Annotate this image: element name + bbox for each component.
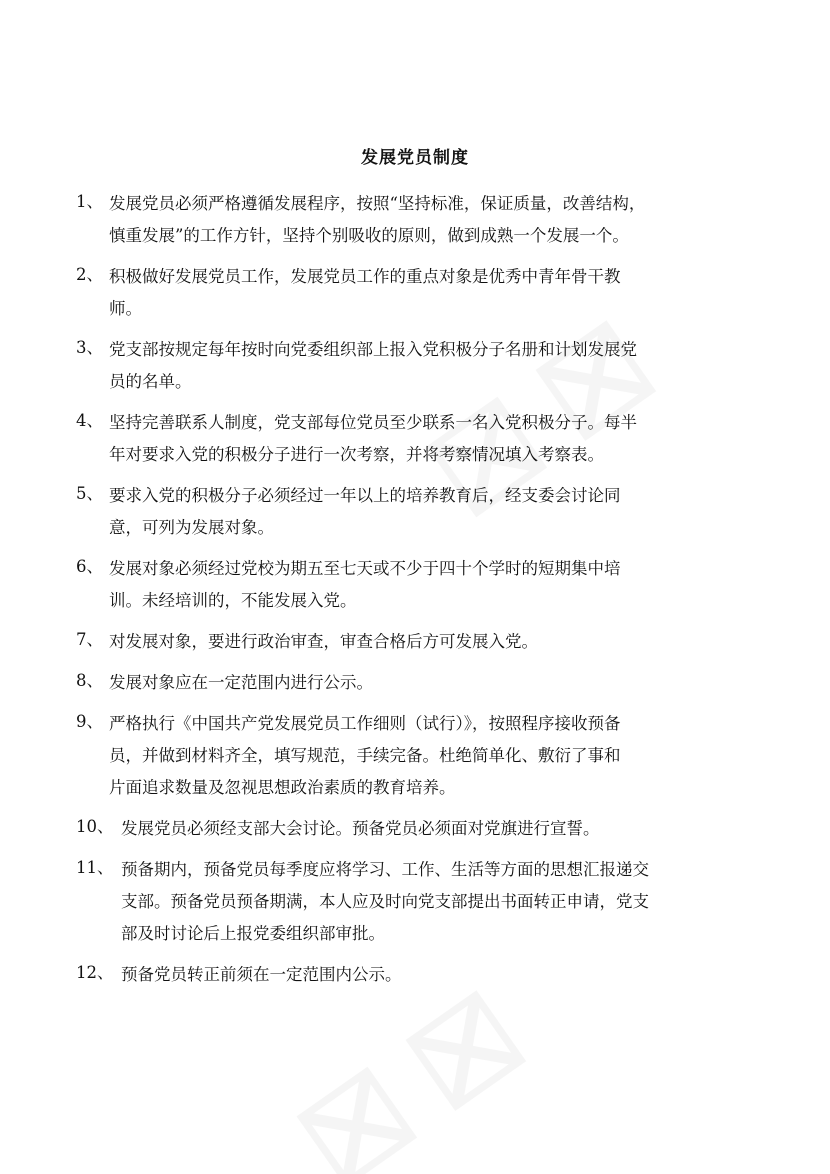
- list-item: [76, 334, 776, 398]
- item-line: 坚持完善联系人制度，党支部每位党员至少联系一名入党积极分子。每半: [109, 413, 637, 432]
- list-item: [76, 188, 776, 252]
- item-number: 7、: [76, 630, 103, 649]
- item-text: [109, 188, 776, 252]
- document-title: 发展党员制度: [361, 148, 469, 168]
- list-item: [76, 261, 776, 325]
- item-line: 发展对象必须经过党校为期五至七天或不少于四十个学时的短期集中培: [109, 559, 621, 578]
- item-text: [109, 480, 776, 544]
- item-line: 年对要求入党的积极分子进行一次考察，并将考察情况填入考察表。: [109, 445, 604, 464]
- list-item: [76, 854, 776, 950]
- item-text: [109, 553, 776, 617]
- item-line: 要求入党的积极分子必须经过一年以上的培养教育后，经支委会讨论同: [109, 486, 621, 505]
- item-number: 2、: [76, 265, 103, 284]
- list-item: [76, 626, 776, 658]
- item-line: 积极做好发展党员工作，发展党员工作的重点对象是优秀中青年骨干教: [109, 267, 621, 286]
- item-line: 预备期内，预备党员每季度应将学习、工作、生活等方面的思想汇报递交: [121, 860, 649, 879]
- item-text: [109, 667, 776, 699]
- item-number: 10、: [76, 817, 114, 836]
- item-line: 员的名单。: [109, 372, 192, 391]
- item-number: 6、: [76, 557, 103, 576]
- item-line: 发展党员必须经支部大会讨论。预备党员必须面对党旗进行宣誓。: [121, 819, 600, 838]
- item-number: 5、: [76, 484, 103, 503]
- item-line: 发展对象应在一定范围内进行公示。: [109, 673, 373, 692]
- item-number: 9、: [76, 712, 103, 731]
- item-text: [121, 854, 776, 950]
- item-number: 11、: [76, 858, 114, 877]
- list-item: [76, 407, 776, 471]
- item-text: [109, 708, 776, 804]
- item-line: 发展党员必须严格遵循发展程序，按照“坚持标准，保证质量，改善结构，: [109, 194, 646, 213]
- item-number: 12、: [76, 963, 114, 982]
- list-item: [76, 553, 776, 617]
- item-line: 严格执行《中国共产党发展党员工作细则（试行）》，按照程序接收预备: [109, 714, 621, 733]
- item-line: 师。: [109, 299, 142, 318]
- item-number: 4、: [76, 411, 103, 430]
- item-number: 1、: [76, 192, 103, 211]
- item-number: 8、: [76, 671, 103, 690]
- item-line: 对发展对象，要进行政治审查，审查合格后方可发展入党。: [109, 632, 538, 651]
- item-number: 3、: [76, 338, 103, 357]
- item-text: [109, 334, 776, 398]
- item-line: 慎重发展”的工作方针，坚持个别吸收的原则，做到成熟一个发展一个。: [109, 226, 629, 245]
- list-item: [76, 813, 776, 845]
- item-line: 部及时讨论后上报党委组织部审批。: [121, 924, 385, 943]
- item-line: 党支部按规定每年按时向党委组织部上报入党积极分子名册和计划发展党: [109, 340, 637, 359]
- list-item: [76, 708, 776, 804]
- item-line: 员，并做到材料齐全，填写规范，手续完备。杜绝简单化、敷衍了事和: [109, 746, 621, 765]
- item-text: [109, 626, 776, 658]
- item-line: 片面追求数量及忽视思想政治素质的教育培养。: [109, 778, 456, 797]
- item-text: [121, 813, 776, 845]
- item-text: [109, 261, 776, 325]
- list-item: [76, 959, 776, 991]
- list-item: [76, 667, 776, 699]
- rules-list: [76, 188, 776, 1000]
- item-line: 预备党员转正前须在一定范围内公示。: [121, 965, 402, 984]
- item-text: [121, 959, 776, 991]
- item-line: 支部。预备党员预备期满，本人应及时向党支部提出书面转正申请，党支: [121, 892, 649, 911]
- item-line: 训。未经培训的，不能发展入党。: [109, 591, 357, 610]
- list-item: [76, 480, 776, 544]
- item-text: [109, 407, 776, 471]
- item-line: 意，可列为发展对象。: [109, 518, 274, 537]
